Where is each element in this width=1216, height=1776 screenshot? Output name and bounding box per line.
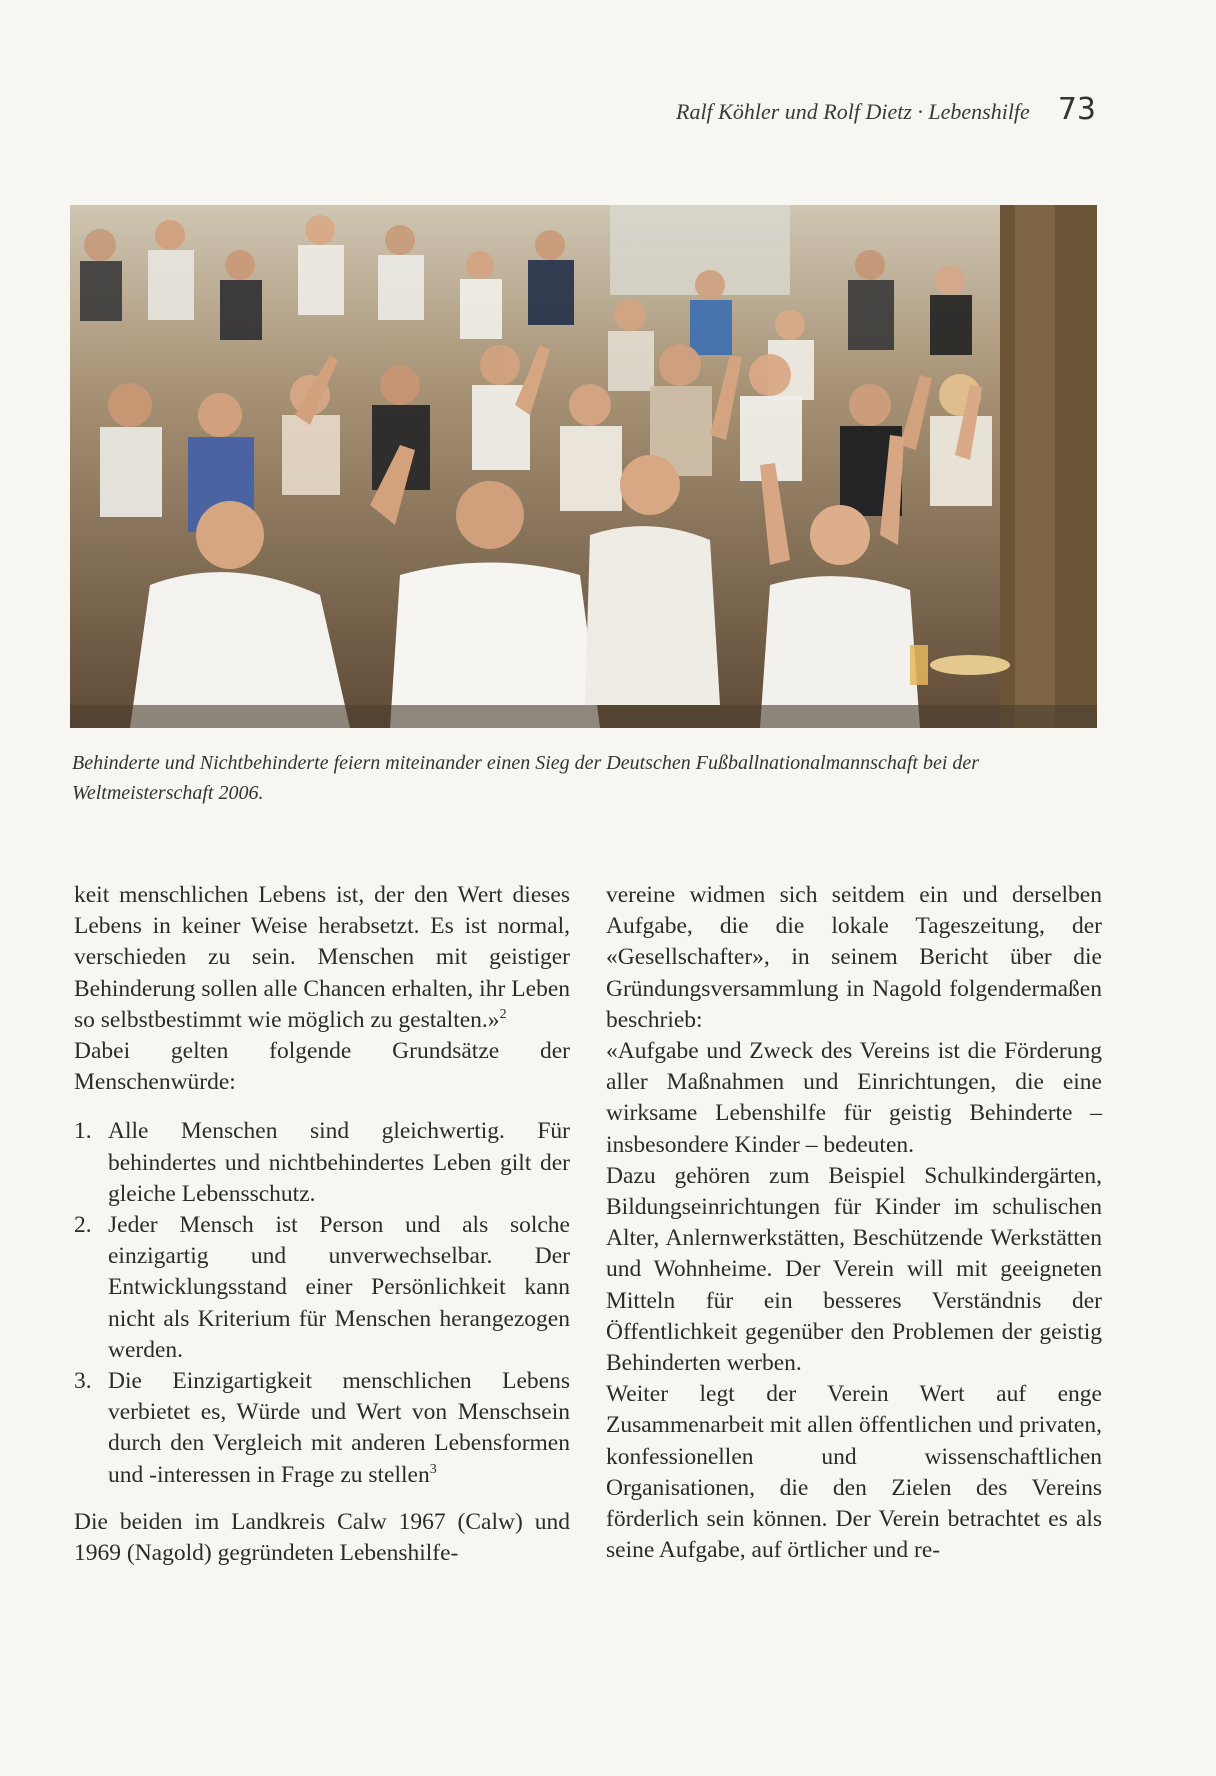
list-item	[74, 1210, 570, 1366]
footnote-ref-3: 3	[429, 1461, 437, 1477]
right-paragraph-4: Weiter legt der Verein Wert auf enge Zusammenarbeit mit allen öffentlichen und privaten, konfessionellen und wissenschaftlichen Organisationen, die den Zielen des Vereins förderlich sein können. Der Verein betrachtet es als seine Aufgabe, auf örtlicher und re-	[606, 1381, 1102, 1564]
left-column	[74, 880, 570, 1569]
right-paragraph-2: «Aufgabe und Zweck des Vereins ist die Förderung aller Maßnahmen und Einrichtungen, die eine wirksame Lebenshilfe für geistig Behinderte – insbesondere Kinder – bedeuten.	[606, 1038, 1102, 1158]
list-item-number: 3.	[74, 1368, 92, 1395]
crowd-photo	[70, 205, 1097, 728]
right-column	[606, 880, 1102, 1566]
principles-list	[74, 1116, 570, 1490]
crowd-photo-illustration	[70, 205, 1097, 728]
running-header	[676, 92, 1096, 127]
left-paragraph-3: Die beiden im Landkreis Calw 1967 (Calw) und 1969 (Nagold) gegründeten Lebenshilfe-	[74, 1508, 570, 1567]
list-item-number: 2.	[74, 1212, 92, 1239]
left-paragraph-1	[74, 880, 570, 1036]
left-paragraph-1-text: keit menschlichen Lebens ist, der den Wert dieses Lebens in keiner Weise herabsetzt. Es ist normal, verschieden zu sein. Menschen mit geistiger Behinderung sollen alle Chancen erhalten, ihr Leben so selbstbestimmt wie möglich zu gestalten.»	[74, 882, 570, 1033]
figure-caption: Behinderte und Nichtbehinderte feiern miteinander einen Sieg der Deutschen Fußballnationalmannschaft bei der Weltmeisterschaft 2006.	[72, 752, 980, 804]
right-paragraph-1: vereine widmen sich seitdem ein und derselben Aufgabe, die die lokale Tageszeitung, der «Gesellschafter», in seinem Bericht über die Gründungsversammlung in Nagold folgendermaßen beschrieb:	[606, 882, 1102, 1033]
list-item	[74, 1116, 570, 1210]
right-paragraph-3: Dazu gehören zum Beispiel Schulkindergärten, Bildungseinrichtungen für Kinder im schulischen Alter, Anlernwerkstätten, Beschützende Werkstätten und Wohnheime. Der Verein will mit geeigneten Mitteln für ein besseres Verständnis der Öffentlichkeit gegenüber den Problemen der geistig Behinderten werben.	[606, 1162, 1102, 1377]
list-item	[74, 1366, 570, 1491]
running-header-authors: Ralf Köhler und Rolf Dietz · Lebenshilfe	[676, 99, 1030, 124]
list-item-text: Die Einzigartigkeit menschlichen Lebens verbietet es, Würde und Wert von Menschsein durch den Vergleich mit anderen Lebensformen und -interessen in Frage zu stellen	[108, 1368, 570, 1488]
list-item-text-wrap	[108, 1366, 570, 1491]
list-item-text: Alle Menschen sind gleichwertig. Für behindertes und nichtbehindertes Leben gilt der gleiche Lebensschutz.	[108, 1118, 570, 1207]
list-item-number: 1.	[74, 1118, 92, 1145]
footnote-ref-2: 2	[499, 1006, 507, 1022]
page-number: 73	[1057, 92, 1096, 127]
left-paragraph-2: Dabei gelten folgende Grundsätze der Menschenwürde:	[74, 1038, 570, 1096]
list-item-text: Jeder Mensch ist Person und als solche einzigartig und unverwechselbar. Der Entwicklungsstand einer Persönlichkeit kann nicht als Kriterium für Menschen herangezogen werden.	[108, 1212, 570, 1363]
